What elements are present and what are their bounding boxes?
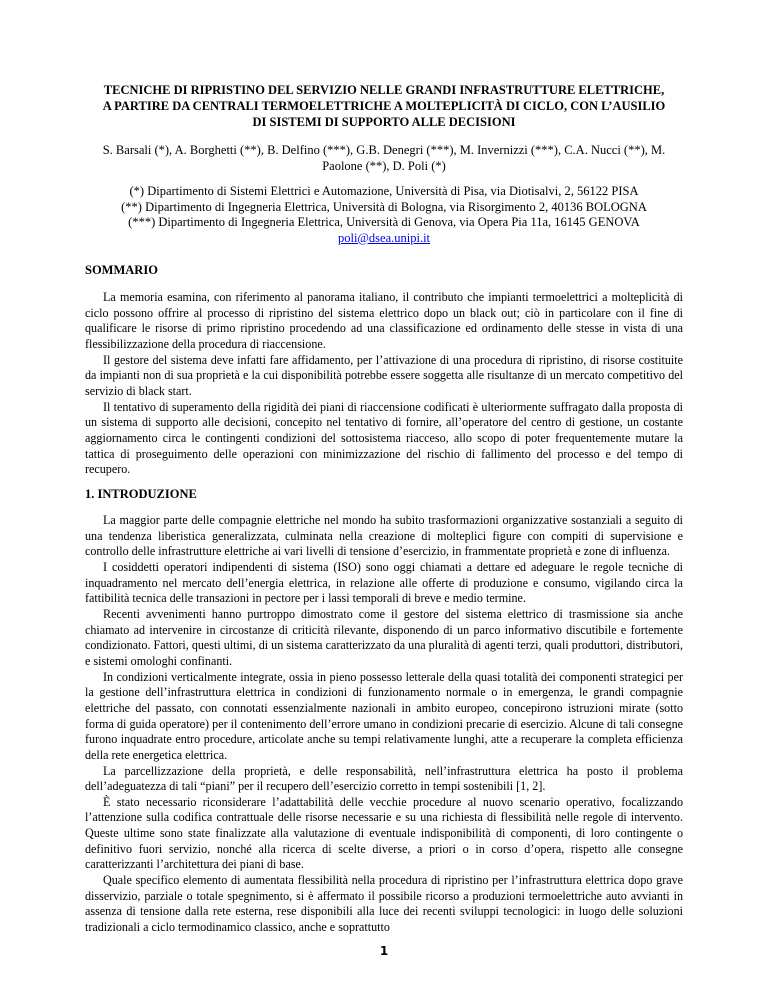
intro-paragraph: In condizioni verticalmente integrate, ossia in pieno possesso letterale della quasi totalità dei componenti strategici per la gestione dell’infrastruttura elettrica in condizioni di funzionamento normale o in emergenza, le grandi compagnie elettriche del passato, con connotati essenzialmente nazionali in ambito europeo, concepirono istruzioni mirate (sotto forma di guida operatore) per il contenimento dell’errore umano in condizioni precarie di esercizio. Alcune di tali consegne furono inquadrate entro procedure, articolate anche su tempi relativamente lunghi, atte a recuperare la completa efficienza della rete energetica elettrica.	[85, 669, 683, 762]
introduzione-heading: 1. INTRODUZIONE	[85, 487, 197, 501]
contact-email-link[interactable]: poli@dsea.unipi.it	[337, 230, 431, 245]
sommario-heading: SOMMARIO	[85, 263, 158, 277]
intro-paragraph: È stato necessario riconsiderare l’adattabilità delle vecchie procedure al nuovo scenario operativo, focalizzando l’attenzione sulla codifica contrattuale delle risorse necessarie e su una richiesta di flessibilità nelle regole di intervento. Queste ultime sono state finalizzate alla valutazione di eventuale indisponibilità di componenti, di loro contingente o definitivo fuori servizio, nonché alla ricerca di scelte diverse, a priori o in corso d’opera, rispetto alle consegne caratterizzanti l’architettura dei piani di base.	[85, 794, 683, 872]
affiliations-block	[96, 184, 672, 246]
sommario-paragraph: La memoria esamina, con riferimento al panorama italiano, il contributo che impianti termoelettrici a molteplicità di ciclo possono offrire al processo di ripristino del sistema elettrico dopo un black out; ciò in particolare con il fine di qualificare le risorse di primo ripristino procedendo ad una classificazione ed ordinamento delle stesse in vista di una flessibilizzazione della procedura di riaccensione.	[85, 290, 683, 351]
paper-title: TECNICHE DI RIPRISTINO DEL SERVIZIO NELLE GRANDI INFRASTRUTTURE ELETTRICHE, A PARTIRE DA CENTRALI TERMOELETTRICHE A MOLTEPLICITÀ DI CICLO, CON L’AUSILIO DI SISTEMI DI SUPPORTO ALLE DECISIONI	[102, 83, 666, 129]
affiliation-bologna: (**) Dipartimento di Ingegneria Elettrica, Università di Bologna, via Risorgimento 2, 40136 BOLOGNA	[121, 199, 647, 214]
sommario-paragraph: Il tentativo di superamento della rigidità dei piani di riaccensione codificati è ulteriormente suffragato dalla proposta di un sistema di supporto alle decisioni, concepito nel tentativo di fornire, all’operatore del centro di gestione, un costante aggiornamento circa le contingenti condizioni del sottosistema riacceso, allo scopo di poter frequentemente mutare la tattica di proseguimento delle operazioni con minimizzazione del rischio di fallimento del processo e del tempo di recupero.	[85, 399, 683, 477]
introduzione-body	[85, 513, 683, 936]
intro-paragraph: I cosiddetti operatori indipendenti di sistema (ISO) sono oggi chiamati a dettare ed adeguare le regole tecniche di inquadramento nel mercato dell’energia elettrica, in relazione alle offerte di produzione e consumo, vigilando circa la fattibilità tecnica delle transazioni in pectore per i lassi temporali di breve e medio termine.	[85, 559, 683, 606]
intro-paragraph: La maggior parte delle compagnie elettriche nel mondo ha subito trasformazioni organizzative sostanziali a seguito di una tendenza liberistica generalizzata, culminata nella creazione di molteplici figure con compiti di supervisione e controllo delle infrastrutture elettriche ai vari livelli di tensione d’esercizio, in frammentate proprietà e zone di influenza.	[85, 513, 683, 559]
sommario-body	[85, 290, 683, 478]
intro-paragraph: Quale specifico elemento di aumentata flessibilità nella procedura di ripristino per l’infrastruttura elettrica dopo grave disservizio, parziale o totale spegnimento, si è affermato il possibile ricorso a produzioni termoelettriche auto avvianti in assenza di tensione dalla rete esterna, rese disponibili alla luce dei recenti sviluppi tecnologici: in luogo delle soluzioni tradizionali a ciclo termodinamico classico, anche e soprattutto	[85, 873, 683, 935]
author-list: S. Barsali (*), A. Borghetti (**), B. Delfino (***), G.B. Denegri (***), M. Invernizzi (***), C.A. Nucci (**), M. Paolone (**), D. Poli (*)	[102, 143, 666, 173]
affiliation-genova: (***) Dipartimento di Ingegneria Elettrica, Università di Genova, via Opera Pia 11a, 16145 GENOVA	[128, 215, 640, 229]
sommario-paragraph: Il gestore del sistema deve infatti fare affidamento, per l’attivazione di una procedura di ripristino, di risorse costituite da impianti non di sua proprietà e la cui disponibilità potrebbe essere soggetta alle risultanze di un mercato competitivo del servizio di black start.	[85, 352, 683, 398]
affiliation-pisa: (*) Dipartimento di Sistemi Elettrici e Automazione, Università di Pisa, via Diotisalvi, 2, 56122 PISA	[129, 184, 639, 198]
page-number: 1	[379, 944, 389, 958]
intro-paragraph: Recenti avvenimenti hanno purtroppo dimostrato come il gestore del sistema elettrico di trasmissione sia anche chiamato ad intervenire in circostanze di criticità rilevante, disponendo di un parco informativo discutibile e fortemente condizionato. Fattori, questi ultimi, di un sistema caratterizzato da una pluralità di agenti terzi, quali produttori, distributori, e sistemi omologhi confinanti.	[85, 606, 683, 668]
intro-paragraph: La parcellizzazione della proprietà, e delle responsabilità, nell’infrastruttura elettrica ha posto il problema dell’adeguatezza di tali “piani” per il recupero dell’esercizio corretto in tempi sostenibili [1, 2].	[85, 763, 683, 794]
